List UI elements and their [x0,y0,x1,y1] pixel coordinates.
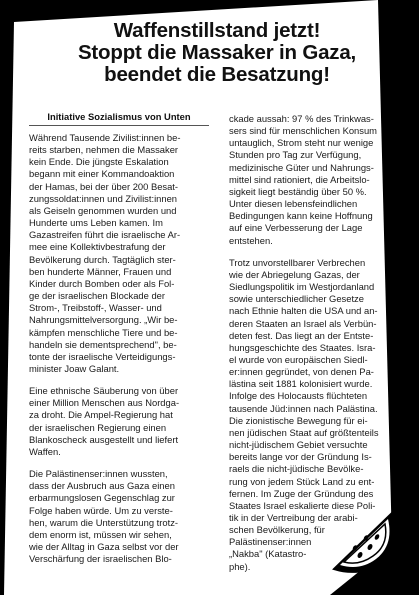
left-paragraph-3: Die Palästinenser:innen wussten, dass der Ausbruch aus Gaza einen erbarmungslosen Gegenschlag zur Folge haben würde. Um zu verste- hen, warum die Unterstützung trotz- dem enorm ist, müssen wir sehen, wie der Alltag in Gaza selbst vor der Verschärfung der israelischen Blo- [29,468,179,565]
right-paragraph-1: ckade aussah: 97 % des Trinkwas- sers sind für menschlichen Konsum untauglich, Strom steht nur wenige Stunden pro Tag zur Verfügung, medizinische Güter und Nahrungs- mittel sind rationiert, die Arbeitslo- sigkeit liegt beständig über 50 %. Unter diesen lebensfeindlichen Bedingungen kann keine Hoffnung auf eine Verbesserung der Lage entstehen. [229,113,377,246]
headline [58,20,376,86]
left-paragraph-1: Während Tausende Zivilist:innen be- reits starben, nehmen die Massaker kein Ende. Die jüngste Eskalation begann mit einer Kommandoaktion der Hamas, bei der über 200 Besat- zungssoldat:innen und Zivilist:innen als Geiseln genommen wurden und Hunderte ums Leben kamen. Im Gazastreifen führt die israelische Ar- mee eine Kollektivbestrafung der Bevölkerung durch. Tagtäglich ster- ben hunderte Männer, Frauen und Kinder durch Bomben oder als Fol- ge der israelischen Blockade der Strom-, Treibstoff-, Wasser- und Nahrungsmittelversorgung. „Wir be- kämpfen menschliche Tiere und be- handeln sie dementsprechend", be- tonte der israelische Verteidigungs- minister Joaw Galant. [29,132,181,374]
headline-line-1: Waffenstillstand jetzt! [113,19,321,42]
left-column [29,132,209,575]
headline-line-3: beendet die Besatzung! [104,63,330,86]
byline-divider [29,125,209,126]
headline-line-2: Stoppt die Massaker in Gaza, [77,41,357,64]
byline: Initiative Sozialismus von Unten [47,111,191,122]
watermelon-slice-icon [330,505,400,575]
left-paragraph-2: Eine ethnische Säuberung von über einer Million Menschen aus Nordga- za droht. Die Ampel-Regierung hat der israelischen Regierung einen Blankoscheck ausgestellt und liefert Waffen. [29,385,180,457]
right-paragraph-2: Trotz unvorstellbarer Verbrechen wie der Abriegelung Gazas, der Siedlungspolitik im Westjordanland sowie unterschiedlicher Gesetze nach Ethnie halten die USA und an- deren Staaten an Israel als Verbün- deten fest. Das liegt an der Entste- hungsgeschichte des Staates. Isra- el wurde von europäischen Siedl- er:innen gegründet, von denen Pa- lästina seit 1881 kolonisiert wurde. Infolge des Holocausts flüchteten tausende Jüd:innen nach Palästina. Die zionistische Bewegung für ei- nen jüdischen Staat auf größtenteils nicht-jüdischem Gebiet versuchte bereits lange vor der Gründung Is- raels die nicht-jüdische Bevölke- rung von jedem Stück Land zu ent- fernen. Im Zuge der Gründung des Staates Israel eskalierte diese Poli- tik in der Vertreibung der arabi- schen Bevölkerung, für Palästinenser:innen „Nakba" (Katastro- phe). [229,256,379,572]
